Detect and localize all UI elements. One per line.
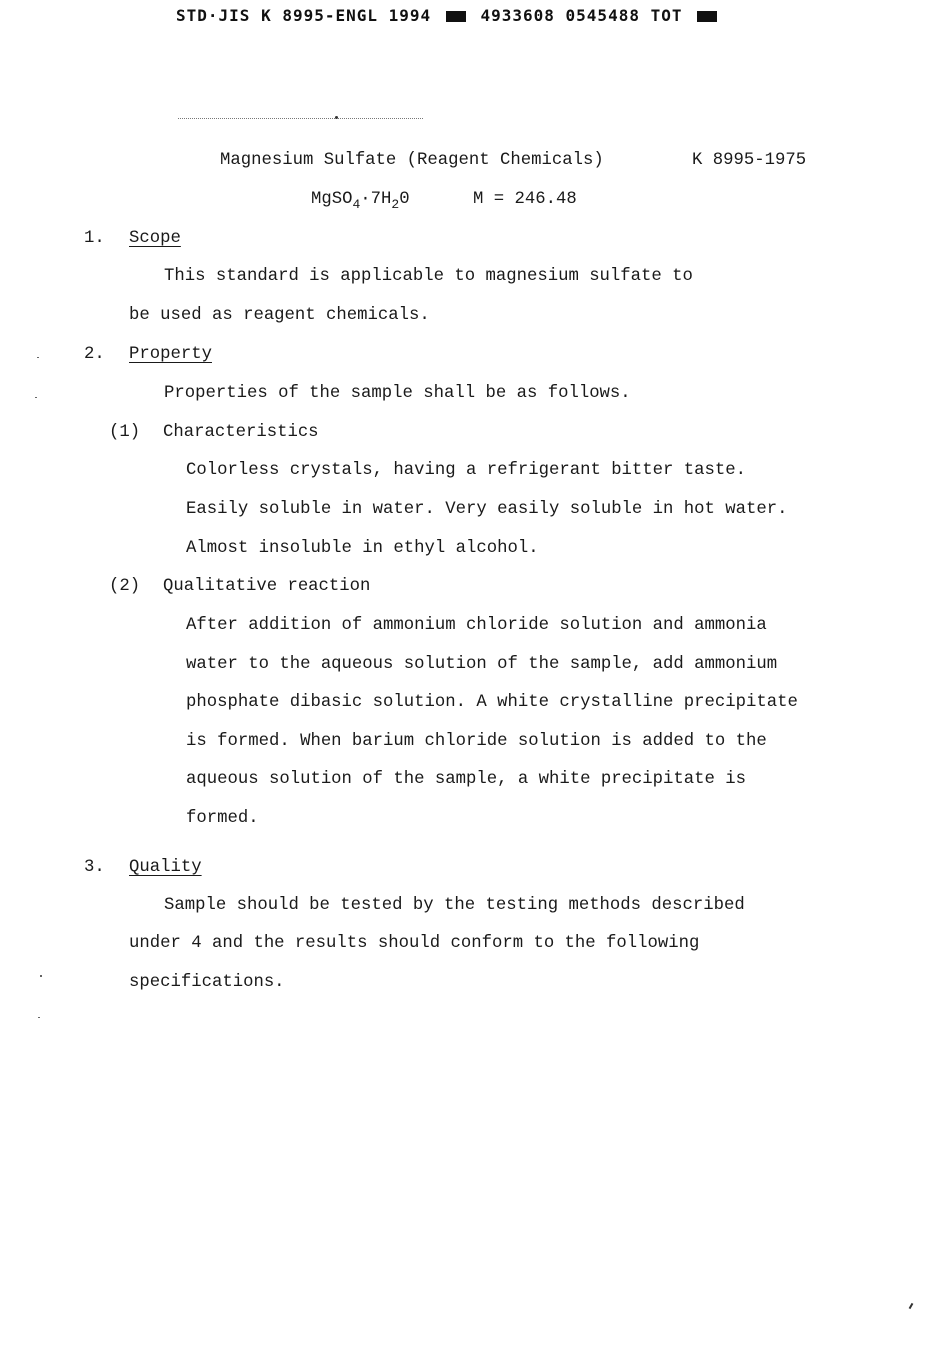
header-code: STD·JIS K 8995-ENGL 1994: [176, 6, 432, 25]
paragraph-line: Properties of the sample shall be as follows.: [164, 384, 631, 403]
scan-speck: [38, 1017, 40, 1018]
section-number: 1.: [84, 229, 105, 248]
scan-dotted-line: [178, 112, 423, 119]
header-serial: 4933608 0545488: [480, 6, 640, 25]
paragraph-line: under 4 and the results should conform to the following: [129, 934, 700, 953]
page-title: Magnesium Sulfate (Reagent Chemicals): [220, 151, 604, 170]
paragraph-line: specifications.: [129, 973, 285, 992]
scan-speck: [35, 397, 37, 398]
section-heading-quality: Quality: [129, 858, 202, 877]
paragraph-line: be used as reagent chemicals.: [129, 306, 430, 325]
paragraph-line: formed.: [186, 809, 259, 828]
paragraph-line: water to the aqueous solution of the sample, add ammonium: [186, 655, 778, 674]
subsection-heading-qualitative-reaction: Qualitative reaction: [163, 577, 371, 596]
section-heading-scope: Scope: [129, 229, 181, 248]
section-number: 2.: [84, 345, 105, 364]
subsection-number: (1): [109, 423, 141, 442]
paragraph-line: is formed. When barium chloride solution is added to the: [186, 732, 767, 751]
paragraph-line: Colorless crystals, having a refrigerant bitter taste.: [186, 461, 747, 480]
paragraph-line: phosphate dibasic solution. A white crystalline precipitate: [186, 693, 798, 712]
section-number: 3.: [84, 858, 105, 877]
barcode-block-icon: [446, 11, 466, 22]
chemical-formula: $MgSO_4\cdot 7H_20$: [311, 190, 410, 212]
scan-speck: [909, 1303, 914, 1309]
subsection-number: (2): [109, 577, 141, 596]
paragraph-line: After addition of ammonium chloride solution and ammonia: [186, 616, 767, 635]
paragraph-line: aqueous solution of the sample, a white precipitate is: [186, 770, 747, 789]
subsection-heading-characteristics: Characteristics: [163, 423, 319, 442]
document-header: [176, 6, 721, 25]
paragraph-line: Almost insoluble in ethyl alcohol.: [186, 539, 539, 558]
scan-speck: [37, 357, 39, 358]
molar-mass: M = 246.48: [473, 190, 577, 209]
paragraph-line: Easily soluble in water. Very easily soluble in hot water.: [186, 500, 788, 519]
barcode-block-icon: [697, 11, 717, 22]
standard-code: K 8995-1975: [692, 151, 807, 170]
scan-speck: [335, 116, 338, 119]
paragraph-line: This standard is applicable to magnesium sulfate to: [164, 267, 693, 286]
paragraph-line: Sample should be tested by the testing methods described: [164, 896, 745, 915]
header-suffix: TOT: [650, 6, 683, 25]
section-heading-property: Property: [129, 345, 212, 364]
scan-speck: [40, 975, 42, 977]
